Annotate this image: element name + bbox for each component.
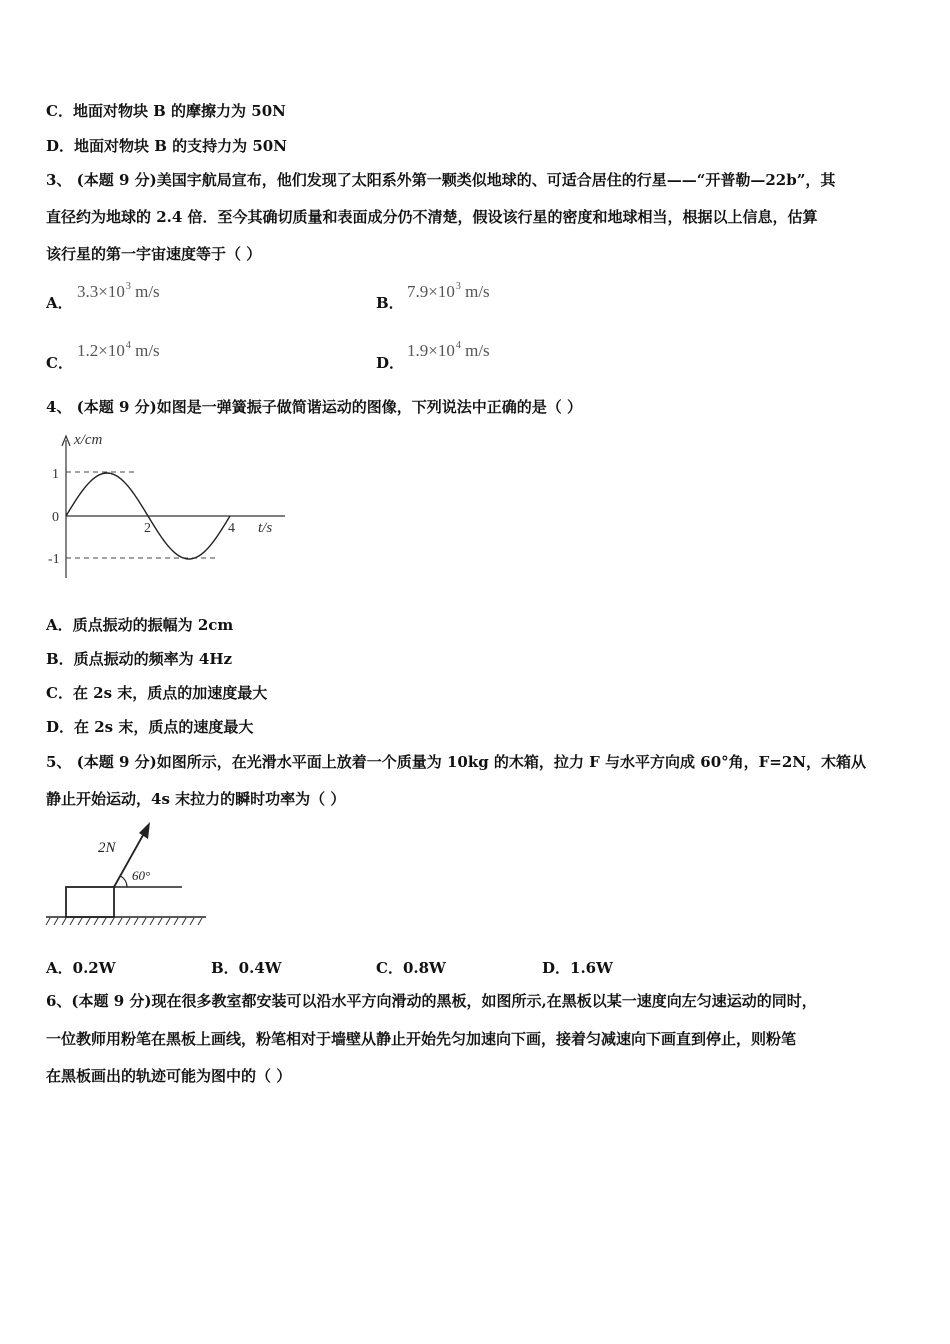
ground-hatching — [46, 918, 202, 925]
angle-arc — [121, 876, 128, 887]
q3-option-d-unit: m/s — [460, 341, 490, 360]
q3-option-c-exp: 4 — [125, 340, 131, 351]
q5-box-figure — [44, 818, 214, 930]
y-tick-1: 1 — [52, 467, 59, 482]
q3-option-b-label: B． — [376, 294, 404, 312]
force-label: 2N — [98, 840, 116, 856]
q5-option-b: B．0.4W — [211, 959, 282, 977]
q3-option-b-formula — [407, 281, 490, 302]
q4-option-d: D．在 2s 末，质点的速度最大 — [46, 718, 254, 736]
q4-option-b: B．质点振动的频率为 4Hz — [46, 650, 233, 668]
q4-option-c: C．在 2s 末，质点的加速度最大 — [46, 684, 268, 702]
angle-label: 60° — [132, 868, 151, 883]
q3-option-b-exp: 3 — [455, 281, 461, 292]
q5-stem-line1: 5、 (本题 9 分)如图所示，在光滑水平面上放着一个质量为 10kg 的木箱，拉力 F 与水平方向成 60°角，F=2N，木箱从 — [46, 753, 866, 771]
x-tick-2: 2 — [144, 521, 151, 536]
force-arrow-head — [139, 822, 150, 839]
q5-option-c: C．0.8W — [376, 959, 446, 977]
q4-option-a: A．质点振动的振幅为 2cm — [46, 616, 234, 634]
x-axis-label: t/s — [258, 520, 273, 536]
y-tick-0: 0 — [52, 510, 59, 525]
q6-stem-line2: 一位教师用粉笔在黑板上画线，粉笔相对于墙壁从静止开始先匀加速向下画，接着匀减速向下画直到停止，则粉笔 — [46, 1030, 797, 1048]
q3-option-c-label: C． — [46, 354, 73, 372]
wooden-box — [66, 887, 114, 917]
q3-option-c-formula — [77, 340, 160, 361]
y-axis-label: x/cm — [74, 432, 103, 448]
q5-option-a: A．0.2W — [46, 959, 116, 977]
q2-option-c: C．地面对物块 B 的摩擦力为 50N — [46, 102, 286, 120]
q3-stem-line1: 3、 (本题 9 分)美国宇航局宣布，他们发现了太阳系外第一颗类似地球的、可适合居住的行星——“开普勒—22b”，其 — [46, 171, 836, 189]
q2-option-d: D．地面对物块 B 的支持力为 50N — [46, 137, 287, 155]
q3-stem-line3: 该行星的第一宇宙速度等于（ ） — [46, 245, 262, 263]
q3-option-d-mantissa: 1.9×10 — [407, 341, 455, 360]
q3-option-d-exp: 4 — [455, 340, 461, 351]
q3-option-a-unit: m/s — [130, 282, 160, 301]
q3-option-a-label: A． — [46, 294, 73, 312]
y-tick-neg1: -1 — [48, 552, 60, 567]
q4-shm-graph — [40, 428, 290, 588]
q3-option-b-unit: m/s — [460, 282, 490, 301]
q3-option-d-formula — [407, 340, 490, 361]
q5-option-d: D．1.6W — [542, 959, 613, 977]
q6-stem-line1: 6、(本题 9 分)现在很多教室都安装可以沿水平方向滑动的黑板，如图所示,在黑板以某一速度向左匀速运动的同时， — [46, 992, 817, 1010]
q3-option-c-mantissa: 1.2×10 — [77, 341, 125, 360]
q3-option-a-mantissa: 3.3×10 — [77, 282, 125, 301]
q3-option-d-label: D． — [376, 354, 405, 372]
q3-option-c-unit: m/s — [130, 341, 160, 360]
q5-stem-line2: 静止开始运动，4s 末拉力的瞬时功率为（ ） — [46, 790, 346, 808]
q3-option-a-exp: 3 — [125, 281, 131, 292]
q3-option-b-mantissa: 7.9×10 — [407, 282, 455, 301]
q3-option-a-formula — [77, 281, 160, 302]
q3-stem-line2: 直径约为地球的 2.4 倍．至今其确切质量和表面成分仍不清楚，假设该行星的密度和地球相当，根据以上信息，估算 — [46, 208, 818, 226]
x-tick-4: 4 — [228, 521, 235, 536]
q4-stem: 4、 (本题 9 分)如图是一弹簧振子做简谐运动的图像，下列说法中正确的是（ ） — [46, 398, 582, 416]
q6-stem-line3: 在黑板画出的轨迹可能为图中的（ ） — [46, 1067, 292, 1085]
